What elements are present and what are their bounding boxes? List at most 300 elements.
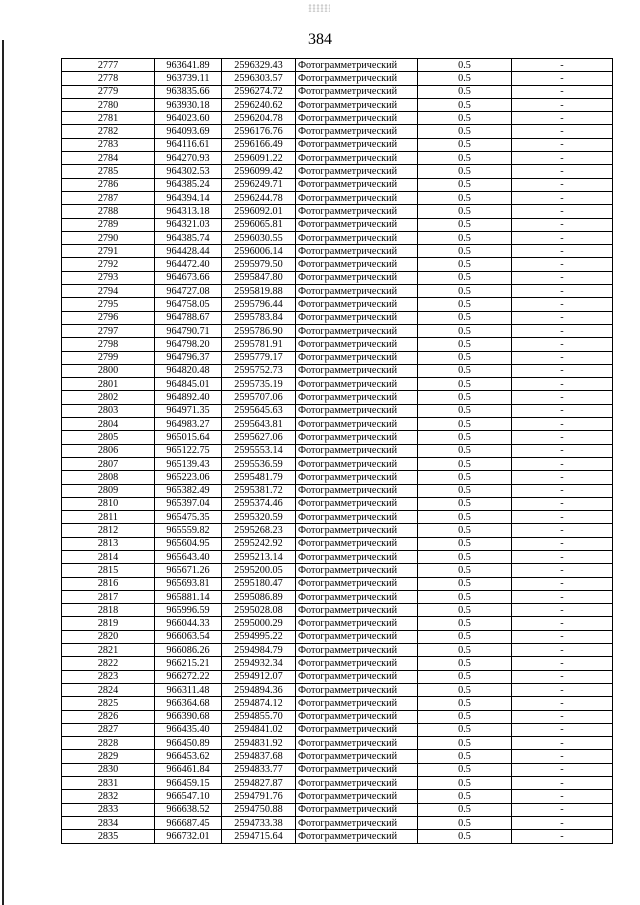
y-coordinate-cell: 2594894.36 — [222, 683, 296, 696]
table-row — [62, 790, 613, 803]
x-coordinate-cell: 964023.60 — [155, 112, 222, 125]
x-coordinate-cell: 966086.26 — [155, 644, 222, 657]
method-cell: Фотограмметрический — [296, 750, 418, 763]
x-coordinate-cell: 965604.95 — [155, 537, 222, 550]
table-row — [62, 564, 613, 577]
x-coordinate-cell: 965382.49 — [155, 484, 222, 497]
accuracy-cell: 0.5 — [418, 644, 512, 657]
point-number-cell: 2786 — [62, 178, 155, 191]
point-number-cell: 2816 — [62, 577, 155, 590]
note-cell: - — [512, 258, 613, 271]
method-cell: Фотограмметрический — [296, 324, 418, 337]
note-cell: - — [512, 85, 613, 98]
accuracy-cell: 0.5 — [418, 431, 512, 444]
x-coordinate-cell: 964321.03 — [155, 218, 222, 231]
table-row — [62, 471, 613, 484]
y-coordinate-cell: 2595481.79 — [222, 471, 296, 484]
note-cell: - — [512, 98, 613, 111]
y-coordinate-cell: 2594827.87 — [222, 777, 296, 790]
table-row — [62, 431, 613, 444]
table-row — [62, 218, 613, 231]
x-coordinate-cell: 963641.89 — [155, 59, 222, 72]
accuracy-cell: 0.5 — [418, 258, 512, 271]
accuracy-cell: 0.5 — [418, 205, 512, 218]
note-cell: - — [512, 617, 613, 630]
y-coordinate-cell: 2595979.50 — [222, 258, 296, 271]
x-coordinate-cell: 964673.66 — [155, 271, 222, 284]
y-coordinate-cell: 2594874.12 — [222, 697, 296, 710]
note-cell: - — [512, 125, 613, 138]
x-coordinate-cell: 964983.27 — [155, 418, 222, 431]
method-cell: Фотограмметрический — [296, 697, 418, 710]
note-cell: - — [512, 777, 613, 790]
x-coordinate-cell: 966459.15 — [155, 777, 222, 790]
note-cell: - — [512, 72, 613, 85]
y-coordinate-cell: 2594837.68 — [222, 750, 296, 763]
method-cell: Фотограмметрический — [296, 657, 418, 670]
accuracy-cell: 0.5 — [418, 617, 512, 630]
table-row — [62, 670, 613, 683]
accuracy-cell: 0.5 — [418, 165, 512, 178]
table-row — [62, 85, 613, 98]
table-row — [62, 391, 613, 404]
y-coordinate-cell: 2594995.22 — [222, 630, 296, 643]
note-cell: - — [512, 245, 613, 258]
note-cell: - — [512, 404, 613, 417]
method-cell: Фотограмметрический — [296, 604, 418, 617]
y-coordinate-cell: 2596065.81 — [222, 218, 296, 231]
note-cell: - — [512, 112, 613, 125]
point-number-cell: 2784 — [62, 152, 155, 165]
accuracy-cell: 0.5 — [418, 378, 512, 391]
y-coordinate-cell: 2594984.79 — [222, 644, 296, 657]
y-coordinate-cell: 2594831.92 — [222, 737, 296, 750]
accuracy-cell: 0.5 — [418, 471, 512, 484]
table-row — [62, 364, 613, 377]
note-cell: - — [512, 471, 613, 484]
point-number-cell: 2799 — [62, 351, 155, 364]
table-row — [62, 657, 613, 670]
method-cell: Фотограмметрический — [296, 218, 418, 231]
method-cell: Фотограмметрический — [296, 630, 418, 643]
table-row — [62, 138, 613, 151]
x-coordinate-cell: 965015.64 — [155, 431, 222, 444]
point-number-cell: 2797 — [62, 324, 155, 337]
note-cell: - — [512, 351, 613, 364]
method-cell: Фотограмметрический — [296, 231, 418, 244]
note-cell: - — [512, 338, 613, 351]
point-number-cell: 2798 — [62, 338, 155, 351]
point-number-cell: 2820 — [62, 630, 155, 643]
table-row — [62, 165, 613, 178]
accuracy-cell: 0.5 — [418, 537, 512, 550]
coordinates-table — [61, 58, 613, 844]
method-cell: Фотограмметрический — [296, 444, 418, 457]
table-row — [62, 231, 613, 244]
accuracy-cell: 0.5 — [418, 98, 512, 111]
x-coordinate-cell: 964892.40 — [155, 391, 222, 404]
accuracy-cell: 0.5 — [418, 550, 512, 563]
table-row — [62, 271, 613, 284]
method-cell: Фотограмметрический — [296, 258, 418, 271]
method-cell: Фотограмметрический — [296, 830, 418, 843]
note-cell: - — [512, 285, 613, 298]
point-number-cell: 2792 — [62, 258, 155, 271]
x-coordinate-cell: 964796.37 — [155, 351, 222, 364]
note-cell: - — [512, 231, 613, 244]
accuracy-cell: 0.5 — [418, 737, 512, 750]
method-cell: Фотограмметрический — [296, 710, 418, 723]
method-cell: Фотограмметрический — [296, 457, 418, 470]
note-cell: - — [512, 564, 613, 577]
method-cell: Фотограмметрический — [296, 577, 418, 590]
table-row — [62, 737, 613, 750]
accuracy-cell: 0.5 — [418, 138, 512, 151]
point-number-cell: 2781 — [62, 112, 155, 125]
method-cell: Фотограмметрический — [296, 763, 418, 776]
x-coordinate-cell: 966272.22 — [155, 670, 222, 683]
accuracy-cell: 0.5 — [418, 683, 512, 696]
method-cell: Фотограмметрический — [296, 790, 418, 803]
table-row — [62, 457, 613, 470]
y-coordinate-cell: 2596249.71 — [222, 178, 296, 191]
method-cell: Фотограмметрический — [296, 391, 418, 404]
x-coordinate-cell: 966547.10 — [155, 790, 222, 803]
x-coordinate-cell: 965122.75 — [155, 444, 222, 457]
accuracy-cell: 0.5 — [418, 112, 512, 125]
note-cell: - — [512, 431, 613, 444]
x-coordinate-cell: 966390.68 — [155, 710, 222, 723]
accuracy-cell: 0.5 — [418, 577, 512, 590]
point-number-cell: 2821 — [62, 644, 155, 657]
point-number-cell: 2783 — [62, 138, 155, 151]
method-cell: Фотограмметрический — [296, 683, 418, 696]
x-coordinate-cell: 963739.11 — [155, 72, 222, 85]
table-row — [62, 644, 613, 657]
point-number-cell: 2828 — [62, 737, 155, 750]
x-coordinate-cell: 965223.06 — [155, 471, 222, 484]
point-number-cell: 2787 — [62, 191, 155, 204]
y-coordinate-cell: 2595374.46 — [222, 497, 296, 510]
accuracy-cell: 0.5 — [418, 218, 512, 231]
table-row — [62, 830, 613, 843]
note-cell: - — [512, 537, 613, 550]
x-coordinate-cell: 966461.84 — [155, 763, 222, 776]
point-number-cell: 2817 — [62, 590, 155, 603]
accuracy-cell: 0.5 — [418, 723, 512, 736]
point-number-cell: 2806 — [62, 444, 155, 457]
method-cell: Фотограмметрический — [296, 816, 418, 829]
table-row — [62, 777, 613, 790]
accuracy-cell: 0.5 — [418, 444, 512, 457]
accuracy-cell: 0.5 — [418, 657, 512, 670]
method-cell: Фотограмметрический — [296, 351, 418, 364]
method-cell: Фотограмметрический — [296, 537, 418, 550]
note-cell: - — [512, 697, 613, 710]
table-row — [62, 324, 613, 337]
accuracy-cell: 0.5 — [418, 311, 512, 324]
point-number-cell: 2793 — [62, 271, 155, 284]
point-number-cell: 2785 — [62, 165, 155, 178]
method-cell: Фотограмметрический — [296, 803, 418, 816]
left-margin-rule — [2, 40, 4, 905]
note-cell: - — [512, 524, 613, 537]
point-number-cell: 2778 — [62, 72, 155, 85]
method-cell: Фотограмметрический — [296, 298, 418, 311]
y-coordinate-cell: 2594833.77 — [222, 763, 296, 776]
y-coordinate-cell: 2595028.08 — [222, 604, 296, 617]
y-coordinate-cell: 2595180.47 — [222, 577, 296, 590]
table-row — [62, 378, 613, 391]
method-cell: Фотограмметрический — [296, 125, 418, 138]
table-body — [62, 59, 613, 844]
note-cell: - — [512, 670, 613, 683]
x-coordinate-cell: 964302.53 — [155, 165, 222, 178]
note-cell: - — [512, 763, 613, 776]
note-cell: - — [512, 391, 613, 404]
table-row — [62, 537, 613, 550]
y-coordinate-cell: 2596176.76 — [222, 125, 296, 138]
method-cell: Фотограмметрический — [296, 497, 418, 510]
point-number-cell: 2826 — [62, 710, 155, 723]
method-cell: Фотограмметрический — [296, 670, 418, 683]
accuracy-cell: 0.5 — [418, 418, 512, 431]
y-coordinate-cell: 2594912.07 — [222, 670, 296, 683]
x-coordinate-cell: 964798.20 — [155, 338, 222, 351]
table-row — [62, 112, 613, 125]
note-cell: - — [512, 484, 613, 497]
y-coordinate-cell: 2594750.88 — [222, 803, 296, 816]
accuracy-cell: 0.5 — [418, 457, 512, 470]
table-row — [62, 245, 613, 258]
y-coordinate-cell: 2596099.42 — [222, 165, 296, 178]
accuracy-cell: 0.5 — [418, 511, 512, 524]
accuracy-cell: 0.5 — [418, 524, 512, 537]
table-row — [62, 311, 613, 324]
x-coordinate-cell: 965475.35 — [155, 511, 222, 524]
note-cell: - — [512, 457, 613, 470]
point-number-cell: 2831 — [62, 777, 155, 790]
point-number-cell: 2825 — [62, 697, 155, 710]
accuracy-cell: 0.5 — [418, 364, 512, 377]
accuracy-cell: 0.5 — [418, 790, 512, 803]
method-cell: Фотограмметрический — [296, 98, 418, 111]
method-cell: Фотограмметрический — [296, 245, 418, 258]
table-row — [62, 710, 613, 723]
x-coordinate-cell: 966044.33 — [155, 617, 222, 630]
accuracy-cell: 0.5 — [418, 484, 512, 497]
x-coordinate-cell: 966063.54 — [155, 630, 222, 643]
accuracy-cell: 0.5 — [418, 750, 512, 763]
table-row — [62, 803, 613, 816]
x-coordinate-cell: 964845.01 — [155, 378, 222, 391]
method-cell: Фотограмметрический — [296, 178, 418, 191]
y-coordinate-cell: 2595627.06 — [222, 431, 296, 444]
accuracy-cell: 0.5 — [418, 830, 512, 843]
note-cell: - — [512, 324, 613, 337]
note-cell: - — [512, 418, 613, 431]
y-coordinate-cell: 2596274.72 — [222, 85, 296, 98]
scan-artifact — [308, 4, 330, 12]
y-coordinate-cell: 2595536.59 — [222, 457, 296, 470]
x-coordinate-cell: 964093.69 — [155, 125, 222, 138]
note-cell: - — [512, 590, 613, 603]
point-number-cell: 2818 — [62, 604, 155, 617]
x-coordinate-cell: 965693.81 — [155, 577, 222, 590]
table-row — [62, 59, 613, 72]
y-coordinate-cell: 2595000.29 — [222, 617, 296, 630]
table-row — [62, 98, 613, 111]
y-coordinate-cell: 2596030.55 — [222, 231, 296, 244]
accuracy-cell: 0.5 — [418, 816, 512, 829]
accuracy-cell: 0.5 — [418, 338, 512, 351]
table-row — [62, 152, 613, 165]
accuracy-cell: 0.5 — [418, 72, 512, 85]
point-number-cell: 2813 — [62, 537, 155, 550]
point-number-cell: 2812 — [62, 524, 155, 537]
y-coordinate-cell: 2595268.23 — [222, 524, 296, 537]
accuracy-cell: 0.5 — [418, 564, 512, 577]
point-number-cell: 2791 — [62, 245, 155, 258]
note-cell: - — [512, 59, 613, 72]
note-cell: - — [512, 816, 613, 829]
point-number-cell: 2801 — [62, 378, 155, 391]
y-coordinate-cell: 2596006.14 — [222, 245, 296, 258]
x-coordinate-cell: 964116.61 — [155, 138, 222, 151]
accuracy-cell: 0.5 — [418, 391, 512, 404]
note-cell: - — [512, 497, 613, 510]
y-coordinate-cell: 2595707.06 — [222, 391, 296, 404]
y-coordinate-cell: 2595752.73 — [222, 364, 296, 377]
note-cell: - — [512, 511, 613, 524]
x-coordinate-cell: 966435.40 — [155, 723, 222, 736]
y-coordinate-cell: 2594841.02 — [222, 723, 296, 736]
y-coordinate-cell: 2594855.70 — [222, 710, 296, 723]
y-coordinate-cell: 2596240.62 — [222, 98, 296, 111]
note-cell: - — [512, 710, 613, 723]
method-cell: Фотограмметрический — [296, 85, 418, 98]
table-row — [62, 351, 613, 364]
y-coordinate-cell: 2595735.19 — [222, 378, 296, 391]
accuracy-cell: 0.5 — [418, 497, 512, 510]
method-cell: Фотограмметрический — [296, 644, 418, 657]
note-cell: - — [512, 444, 613, 457]
y-coordinate-cell: 2596244.78 — [222, 191, 296, 204]
accuracy-cell: 0.5 — [418, 298, 512, 311]
x-coordinate-cell: 965996.59 — [155, 604, 222, 617]
x-coordinate-cell: 964313.18 — [155, 205, 222, 218]
accuracy-cell: 0.5 — [418, 404, 512, 417]
accuracy-cell: 0.5 — [418, 152, 512, 165]
method-cell: Фотограмметрический — [296, 550, 418, 563]
note-cell: - — [512, 178, 613, 191]
x-coordinate-cell: 964385.74 — [155, 231, 222, 244]
point-number-cell: 2789 — [62, 218, 155, 231]
accuracy-cell: 0.5 — [418, 777, 512, 790]
y-coordinate-cell: 2596204.78 — [222, 112, 296, 125]
table-row — [62, 723, 613, 736]
table-row — [62, 285, 613, 298]
method-cell: Фотограмметрический — [296, 152, 418, 165]
note-cell: - — [512, 152, 613, 165]
y-coordinate-cell: 2596091.22 — [222, 152, 296, 165]
method-cell: Фотограмметрический — [296, 59, 418, 72]
note-cell: - — [512, 830, 613, 843]
note-cell: - — [512, 803, 613, 816]
note-cell: - — [512, 191, 613, 204]
y-coordinate-cell: 2595242.92 — [222, 537, 296, 550]
table-row — [62, 205, 613, 218]
method-cell: Фотограмметрический — [296, 723, 418, 736]
point-number-cell: 2815 — [62, 564, 155, 577]
method-cell: Фотограмметрический — [296, 205, 418, 218]
y-coordinate-cell: 2594791.76 — [222, 790, 296, 803]
table-row — [62, 630, 613, 643]
accuracy-cell: 0.5 — [418, 285, 512, 298]
method-cell: Фотограмметрический — [296, 471, 418, 484]
y-coordinate-cell: 2595381.72 — [222, 484, 296, 497]
point-number-cell: 2829 — [62, 750, 155, 763]
point-number-cell: 2814 — [62, 550, 155, 563]
point-number-cell: 2804 — [62, 418, 155, 431]
x-coordinate-cell: 966215.21 — [155, 657, 222, 670]
table-row — [62, 750, 613, 763]
x-coordinate-cell: 965671.26 — [155, 564, 222, 577]
table-row — [62, 524, 613, 537]
method-cell: Фотограмметрический — [296, 165, 418, 178]
point-number-cell: 2834 — [62, 816, 155, 829]
method-cell: Фотограмметрический — [296, 564, 418, 577]
y-coordinate-cell: 2595553.14 — [222, 444, 296, 457]
note-cell: - — [512, 378, 613, 391]
note-cell: - — [512, 577, 613, 590]
point-number-cell: 2782 — [62, 125, 155, 138]
x-coordinate-cell: 964788.67 — [155, 311, 222, 324]
accuracy-cell: 0.5 — [418, 178, 512, 191]
method-cell: Фотограмметрический — [296, 191, 418, 204]
method-cell: Фотограмметрический — [296, 311, 418, 324]
point-number-cell: 2822 — [62, 657, 155, 670]
point-number-cell: 2808 — [62, 471, 155, 484]
x-coordinate-cell: 965139.43 — [155, 457, 222, 470]
method-cell: Фотограмметрический — [296, 271, 418, 284]
point-number-cell: 2810 — [62, 497, 155, 510]
method-cell: Фотограмметрический — [296, 378, 418, 391]
table-row — [62, 697, 613, 710]
y-coordinate-cell: 2595213.14 — [222, 550, 296, 563]
note-cell: - — [512, 737, 613, 750]
y-coordinate-cell: 2596329.43 — [222, 59, 296, 72]
y-coordinate-cell: 2594932.34 — [222, 657, 296, 670]
accuracy-cell: 0.5 — [418, 231, 512, 244]
method-cell: Фотограмметрический — [296, 285, 418, 298]
point-number-cell: 2800 — [62, 364, 155, 377]
accuracy-cell: 0.5 — [418, 590, 512, 603]
x-coordinate-cell: 966311.48 — [155, 683, 222, 696]
x-coordinate-cell: 963835.66 — [155, 85, 222, 98]
accuracy-cell: 0.5 — [418, 803, 512, 816]
accuracy-cell: 0.5 — [418, 324, 512, 337]
table-row — [62, 816, 613, 829]
point-number-cell: 2788 — [62, 205, 155, 218]
x-coordinate-cell: 964472.40 — [155, 258, 222, 271]
note-cell: - — [512, 218, 613, 231]
table-row — [62, 511, 613, 524]
x-coordinate-cell: 965397.04 — [155, 497, 222, 510]
y-coordinate-cell: 2595786.90 — [222, 324, 296, 337]
table-row — [62, 125, 613, 138]
accuracy-cell: 0.5 — [418, 59, 512, 72]
